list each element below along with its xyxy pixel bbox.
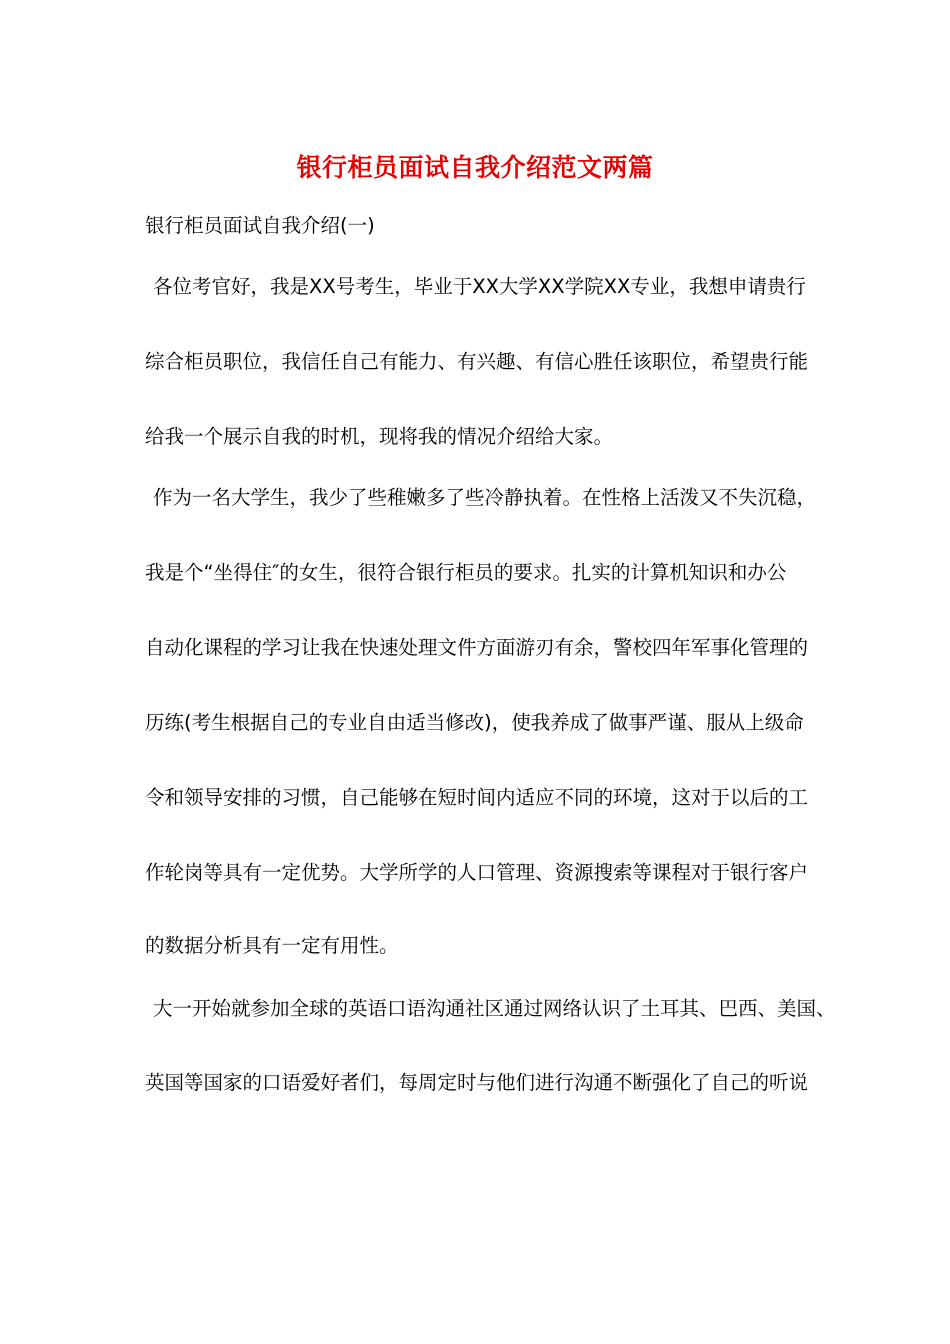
paragraph-line: 历练(考生根据自己的专业自由适当修改)，使我养成了做事严谨、服从上级命 (145, 711, 804, 734)
paragraph-line: 令和领导安排的习惯，自己能够在短时间内适应不同的环境，这对于以后的工 (145, 786, 809, 809)
paragraph-line: 各位考官好，我是XX号考生，毕业于XX大学XX学院XX专业，我想申请贵行 (153, 275, 806, 298)
section-heading: 银行柜员面试自我介绍(一) (145, 214, 375, 237)
paragraph-line: 大一开始就参加全球的英语口语沟通社区通过网络认识了土耳其、巴西、美国、 (153, 997, 836, 1020)
paragraph-line: 给我一个展示自我的时机，现将我的情况介绍给大家。 (145, 425, 614, 448)
paragraph-line: 自动化课程的学习让我在快速处理文件方面游刃有余，警校四年军事化管理的 (145, 636, 809, 659)
paragraph-line: 我是个“坐得住″的女生，很符合银行柜员的要求。扎实的计算机知识和办公 (145, 561, 787, 584)
paragraph-line: 的数据分析具有一定有用性。 (145, 934, 399, 957)
paragraph-line: 作为一名大学生，我少了些稚嫩多了些冷静执着。在性格上活泼又不失沉稳， (153, 486, 817, 509)
paragraph-line: 英国等国家的口语爱好者们，每周定时与他们进行沟通不断强化了自己的听说 (145, 1071, 809, 1094)
paragraph-line: 综合柜员职位，我信任自己有能力、有兴趣、有信心胜任该职位，希望贵行能 (145, 350, 809, 373)
document-title: 银行柜员面试自我介绍范文两篇 (296, 153, 654, 182)
paragraph-line: 作轮岗等具有一定优势。大学所学的人口管理、资源搜索等课程对于银行客户 (145, 861, 809, 884)
